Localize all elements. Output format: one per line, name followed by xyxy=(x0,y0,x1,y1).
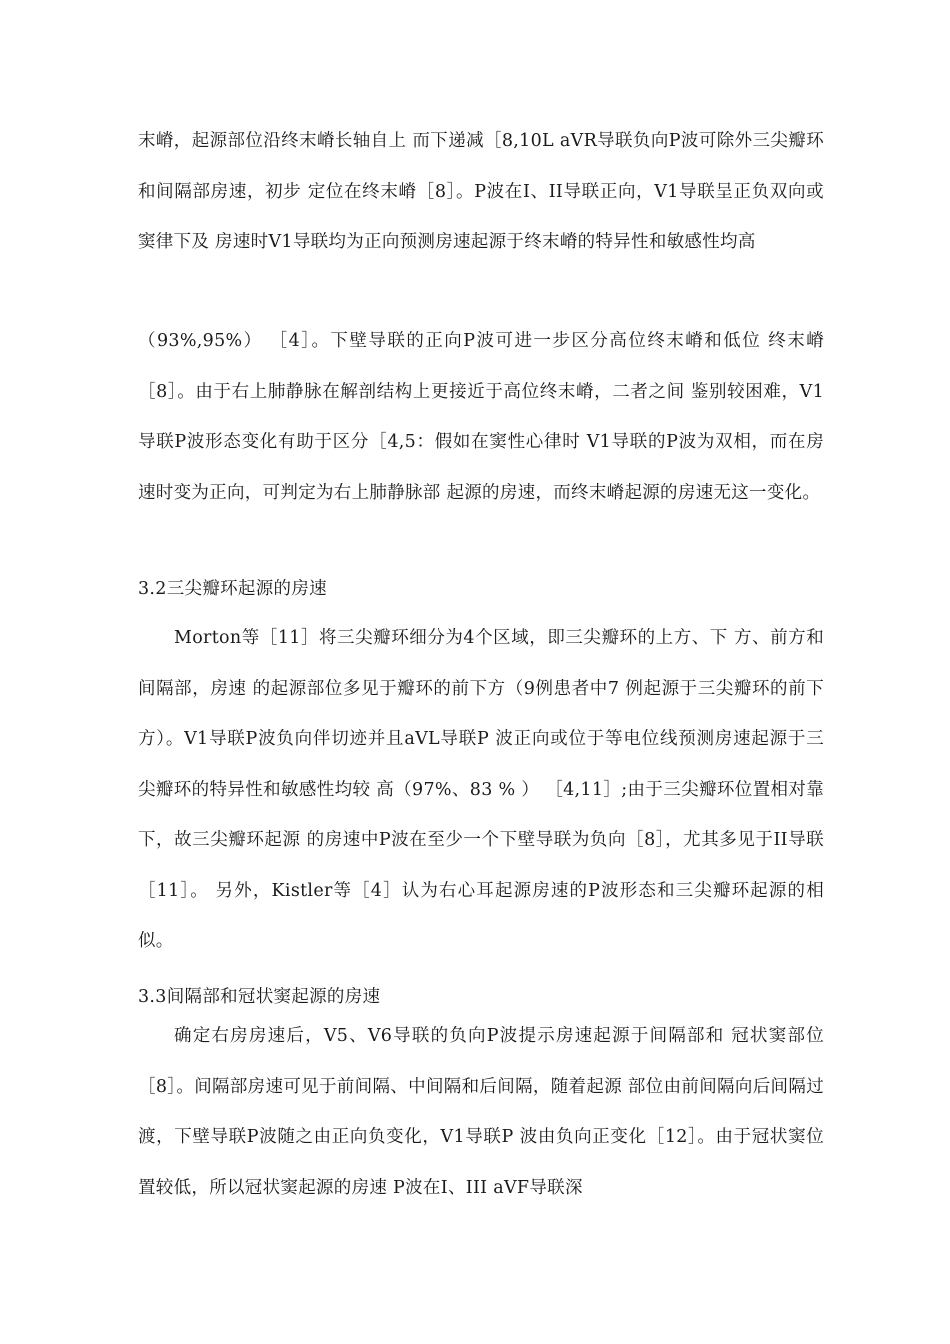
section-heading-tricuspid-annulus: 3.2三尖瓣环起源的房速 xyxy=(138,579,327,599)
paragraph-crista-terminalis: 末嵴，起源部位沿终末嵴长轴自上 而下递减［8,10L aVR导联负向P波可除外三尖瓣环和间隔部房速，初步 定位在终末嵴［8］。P波在I、II导联正向，V1导联呈正负双向或窦律下及 房速时V1导联均为正向预测房速起源于终末嵴的特异性和敏感性均高 xyxy=(138,131,824,252)
paragraph-tricuspid-annulus: Morton等［11］将三尖瓣环细分为4个区域，即三尖瓣环的上方、下 方、前方和间隔部，房速 的起源部位多见于瓣环的前下方（9例患者中7 例起源于三尖瓣环的前下方）。V1导联P波负向伴切迹并且aVL导联P 波正向或位于等电位线预测房速起源于三尖瓣环的特异性和敏感性均较 高（97%、83 % ） ［4,11］;由于三尖瓣环位置相对靠下，故三尖瓣环起源 的房速中P波在至少一个下壁导联为负向［8］，尤其多见于II导联［11］。 另外，Kistler等［4］认为右心耳起源房速的P波形态和三尖瓣环起源的相 似。 xyxy=(138,628,824,951)
paragraph-septum-coronary-sinus: 确定右房房速后，V5、V6导联的负向P波提示房速起源于间隔部和 冠状窦部位［8］。间隔部房速可见于前间隔、中间隔和后间隔，随着起源 部位由前间隔向后间隔过渡，下壁导联P波随之由正向负变化，V1导联P 波由负向正变化［12］。由于冠状窦位置较低，所以冠状窦起源的房速 P波在I、III aVF导联深 xyxy=(138,1026,824,1198)
paragraph-inferior-leads: （93%,95%） ［4］。下壁导联的正向P波可进一步区分高位终末嵴和低位 终末嵴［8］。由于右上肺静脉在解剖结构上更接近于高位终末嵴，二者之间 鉴别较困难，V1导联P波形态变化有助于区分［4,5：假如在窦性心律时 V1导联的P波为双相，而在房速时变为正向，可判定为右上肺静脉部 起源的房速，而终末嵴起源的房速无这一变化。 xyxy=(138,331,824,503)
section-heading-septum-coronary-sinus: 3.3间隔部和冠状窦起源的房速 xyxy=(138,987,381,1007)
